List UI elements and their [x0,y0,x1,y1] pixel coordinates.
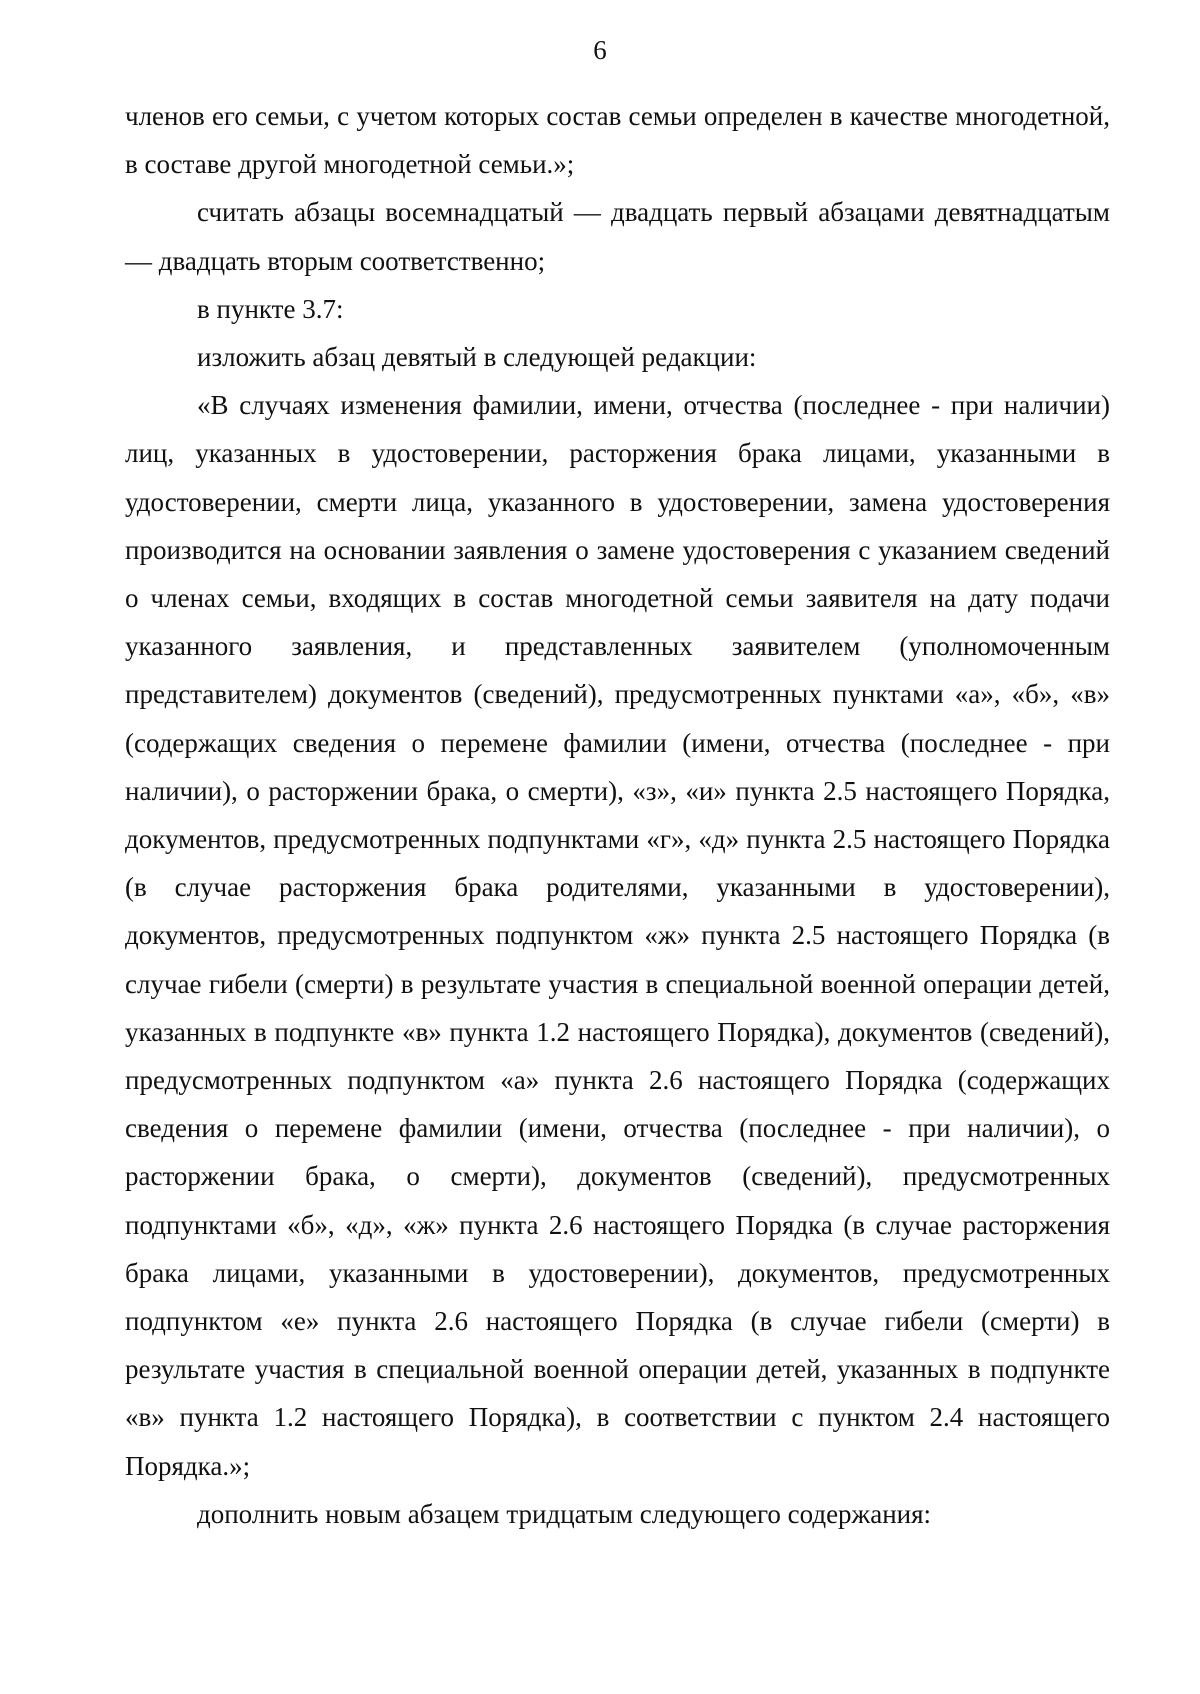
paragraph-clause-reference: в пункте 3.7: [197,293,344,324]
paragraph-renumber-instruction: считать абзацы восемнадцатый — двадцать первый абзацами девятнадцатым — двадцать вторым соответственно; [125,197,1110,276]
page-number: 6 [593,35,607,65]
paragraph-amend-instruction: изложить абзац девятый в следующей редакции: [197,342,757,373]
document-body [125,92,1110,1538]
paragraph-amended-text: «В случаях изменения фамилии, имени, отчества (последнее - при наличии) лиц, указанных в удостоверении, расторжения брака лицами, указанными в удостоверении, смерти лица, указанного в удостоверении, замена удостоверения производится на основании заявления о замене удостоверения с указанием сведений о членах семьи, входящих в состав многодетной семьи заявителя на дату подачи указанного заявления, и представленных заявителем (уполномоченным представителем) документов (сведений), предусмотренных пунктами «а», «б», «в» (содержащих сведения о перемене фамилии (имени, отчества (последнее - при наличии), о расторжении брака, о смерти), «з», «и» пункта 2.5 настоящего Порядка, документов, предусмотренных подпунктами «г», «д» пункта 2.5 настоящего Порядка (в случае расторжения брака родителями, указанными в удостоверении), документов, предусмотренных подпунктом «ж» пункта 2.5 настоящего Порядка (в случае гибели (смерти) в результате участия в специальной военной операции детей, указанных в подпункте «в» пункта 1.2 настоящего Порядка), документов (сведений), предусмотренных подпунктом «а» пункта 2.6 настоящего Порядка (содержащих сведения о перемене фамилии (имени, отчества (последнее - при наличии), о расторжении брака, о смерти), документов (сведений), предусмотренных подпунктами «б», «д», «ж» пункта 2.6 настоящего Порядка (в случае расторжения брака лицами, указанными в удостоверении), документов, предусмотренных подпунктом «е» пункта 2.6 настоящего Порядка (в случае гибели (смерти) в результате участия в специальной военной операции детей, указанных в подпункте «в» пункта 1.2 настоящего Порядка), в соответствии с пунктом 2.4 настоящего Порядка.»; [125,390,1110,1481]
paragraph-add-instruction: дополнить новым абзацем тридцатым следующего содержания: [197,1498,932,1529]
paragraph-continuation: членов его семьи, с учетом которых состав семьи определен в качестве многодетной, в составе другой многодетной семьи.»; [125,101,1110,180]
